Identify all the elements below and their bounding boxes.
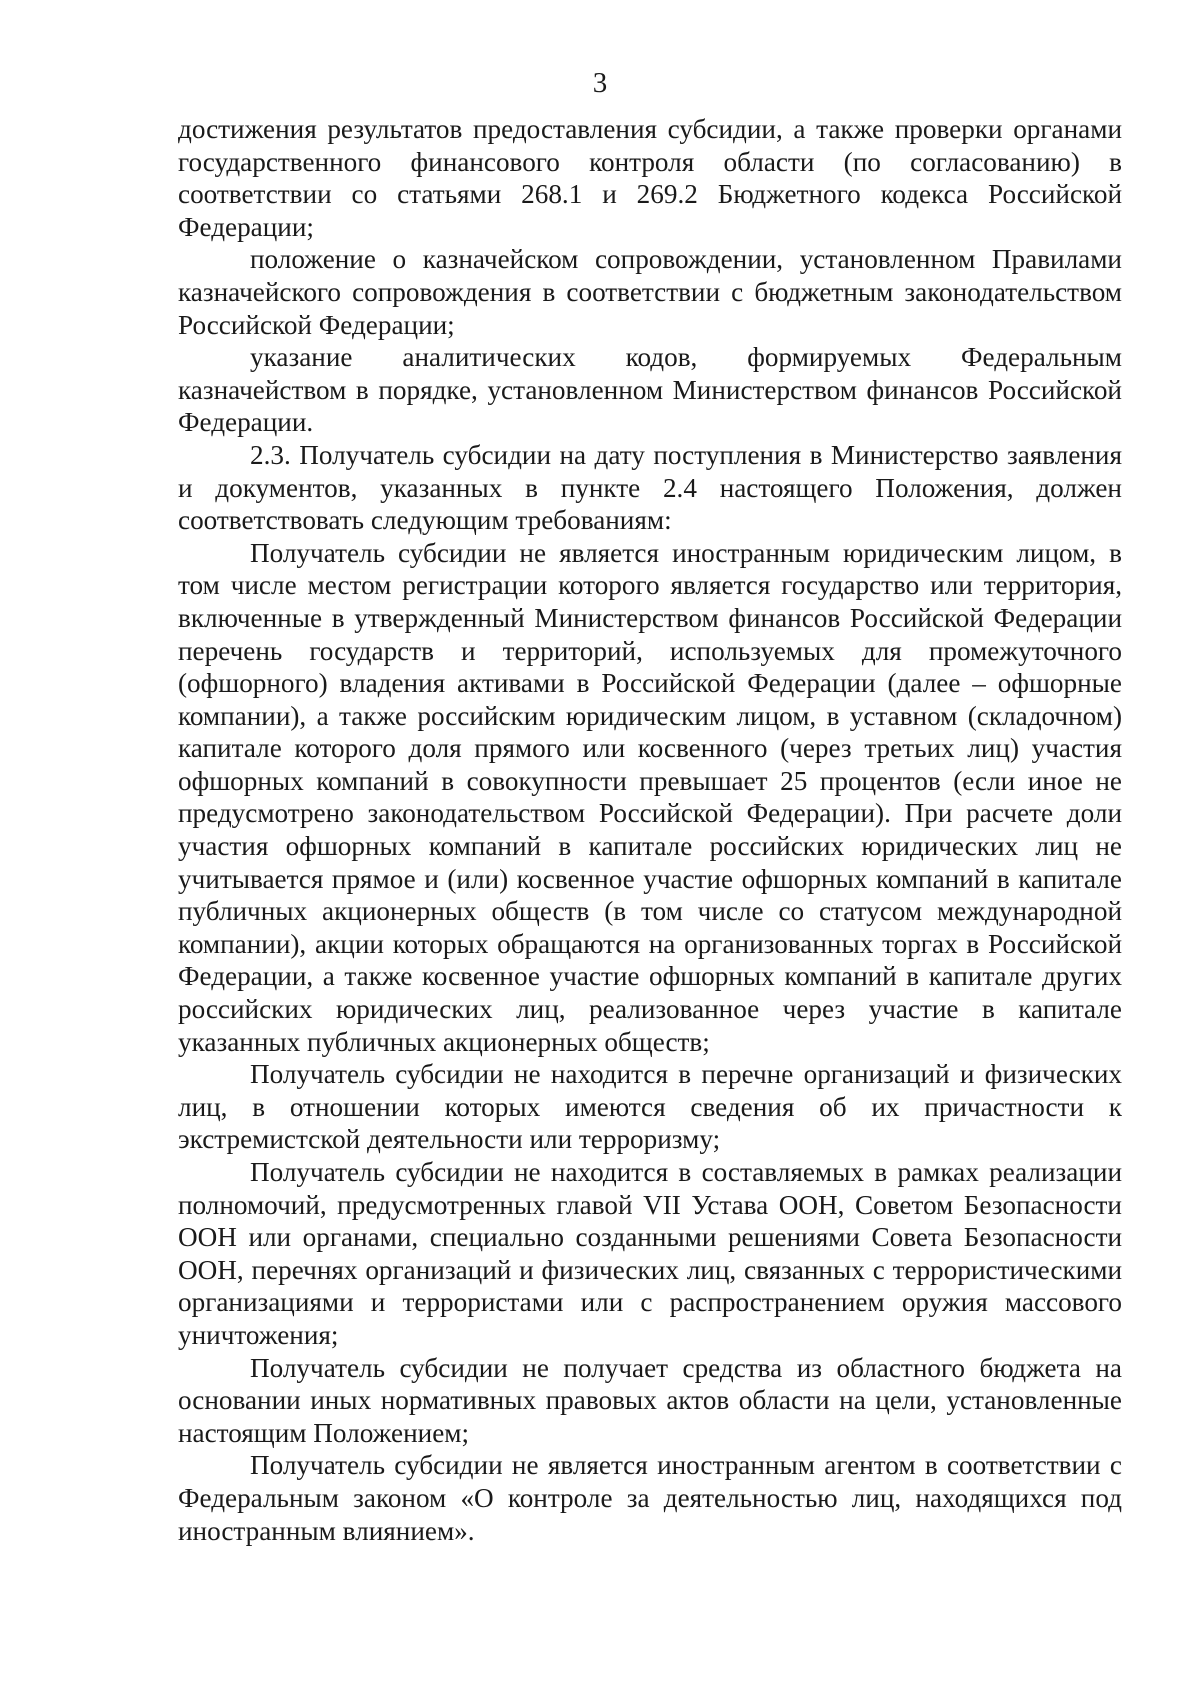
paragraph-treasury-support: положение о казначейском сопровождении, установленном Правилами казначейского сопровождения в соответствии с бюджетным законодательством Российской Федерации; <box>178 244 1122 340</box>
paragraph-results-verification: достижения результатов предоставления субсидии, а также проверки органами государственного финансового контроля области (по согласованию) в соответствии со статьями 268.1 и 269.2 Бюджетного кодекса Российской Федерации; <box>178 114 1122 242</box>
page-number: 3 <box>592 67 608 99</box>
paragraph-un-lists-requirement: Получатель субсидии не находится в составляемых в рамках реализации полномочий, предусмотренных главой VII Устава ООН, Советом Безопасности ООН или органами, специально созданными решениями Совета Безопасности ООН, перечнях организаций и физических лиц, связанных с террористическими организациями и террористами или с распространением оружия массового уничтожения; <box>178 1157 1122 1350</box>
paragraph-extremism-requirement: Получатель субсидии не находится в перечне организаций и физических лиц, в отношении которых имеются сведения об их причастности к экстремистской деятельности или терроризму; <box>178 1059 1122 1155</box>
paragraph-analytic-codes: указание аналитических кодов, формируемых Федеральным казначейством в порядке, установленном Министерством финансов Российской Федерации. <box>178 342 1122 438</box>
paragraph-section-2-3: 2.3. Получатель субсидии на дату поступления в Министерство заявления и документов, указанных в пункте 2.4 настоящего Положения, должен соответствовать следующим требованиям: <box>178 439 1122 536</box>
document-body <box>178 113 1122 1547</box>
paragraph-offshore-requirement: Получатель субсидии не является иностранным юридическим лицом, в том числе местом регистрации которого является государство или территория, включенные в утвержденный Министерством финансов Российской Федерации перечень государств и территорий, используемых для промежуточного (офшорного) владения активами в Российской Федерации (далее – офшорные компании), а также российским юридическим лицом, в уставном (складочном) капитале которого доля прямого или косвенного (через третьих лиц) участия офшорных компаний в совокупности превышает 25 процентов (если иное не предусмотрено законодательством Российской Федерации). При расчете доли участия офшорных компаний в капитале российских юридических лиц не учитывается прямое и (или) косвенное участие офшорных компаний в капитале публичных акционерных обществ (в том числе со статусом международной компании), акции которых обращаются на организованных торгах в Российской Федерации, а также косвенное участие офшорных компаний в капитале других российских юридических лиц, реализованное через участие в капитале указанных публичных акционерных обществ; <box>178 537 1122 1057</box>
paragraph-foreign-agent-requirement: Получатель субсидии не является иностранным агентом в соответствии с Федеральным законом «О контроле за деятельностью лиц, находящихся под иностранным влиянием». <box>178 1450 1122 1546</box>
paragraph-regional-budget-requirement: Получатель субсидии не получает средства из областного бюджета на основании иных нормативных правовых актов области на цели, установленные настоящим Положением; <box>178 1352 1122 1448</box>
